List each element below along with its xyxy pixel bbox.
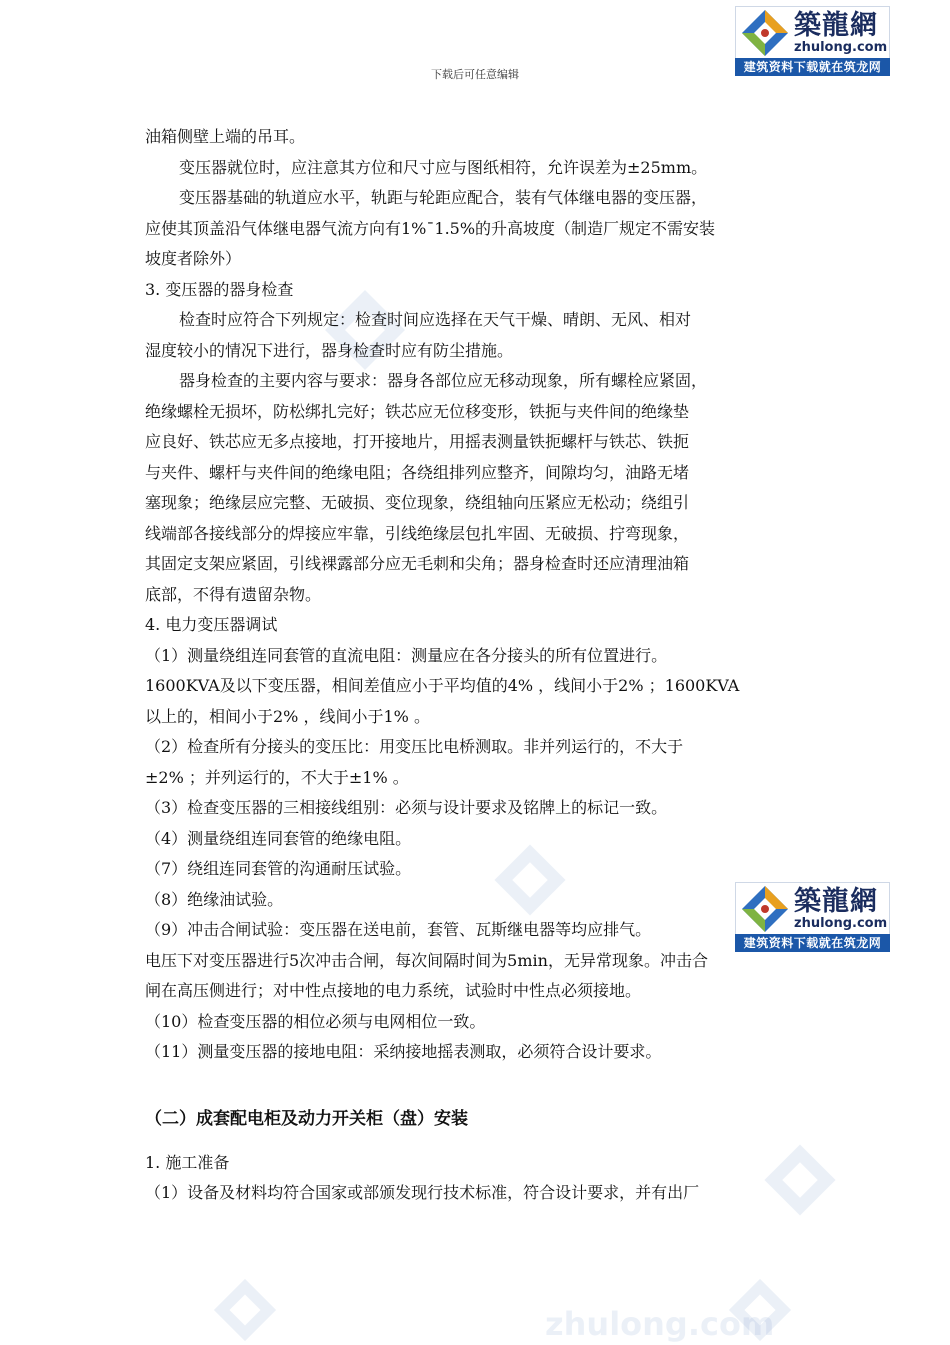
watermark-logo-icon [210,1275,280,1345]
body-line: ±2% ；并列运行的，不大于±1% 。 [145,767,409,787]
body-line: 油箱侧壁上端的吊耳。 [145,127,306,146]
body-line: 应良好、铁芯应无多点接地，打开接地片，用摇表测量铁扼螺杆与铁芯、铁扼 [145,432,690,451]
watermark-logo-icon [725,1275,795,1345]
body-line: 1600KVA及以下变压器，相间差值应小于平均值的4% ，线间小于2% ；1600KVA [145,676,740,695]
body-line: 坡度者除外） [145,249,242,268]
section-heading: （二）成套配电柜及动力开关柜（盘）安装 [145,1108,468,1129]
body-line: 与夹件、螺杆与夹件间的绝缘电阻；各绕组排列应整齐，间隙均匀，油路无堵 [145,462,690,482]
body-line: 检查时应符合下列规定：检查时间应选择在天气干燥、晴朗、无风、相对 [179,310,692,329]
subheading: 1. 施工准备 [145,1152,230,1172]
subheading: 3. 变压器的器身检查 [145,279,294,299]
list-item: （10）检查变压器的相位必须与电网相位一致。 [145,1011,486,1031]
logo-domain: zhulong.com [794,915,888,931]
list-item: （1）测量绕组连同套管的直流电阻：测量应在各分接头的所有位置进行。 [145,645,668,665]
body-line: 绝缘螺栓无损坏，防松绑扎完好；铁芯应无位移变形，铁扼与夹件间的绝缘垫 [145,401,690,421]
body-line: 器身检查的主要内容与要求：器身各部位应无移动现象，所有螺栓应紧固， [179,371,708,390]
body-line: 以上的，相间小于2% ，线间小于1% 。 [145,706,430,726]
list-item: （9）冲击合闸试验：变压器在送电前，套管、瓦斯继电器等均应排气。 [145,920,652,939]
list-item: （4）测量绕组连同套管的绝缘电阻。 [145,828,412,848]
logo-domain: zhulong.com [794,39,888,55]
logo-name-cn: 築龍網 [794,885,878,917]
logo-slogan: 建筑资料下载就在筑龙网 [735,58,890,76]
watermark-text: zhulong.com [545,1305,775,1343]
body-line: 塞现象；绝缘层应完整、无破损、变位现象，绕组轴向压紧应无松动；绕组引 [145,493,690,512]
body-line: 湿度较小的情况下进行，器身检查时应有防尘措施。 [145,340,514,360]
body-line: 变压器基础的轨道应水平，轨距与轮距应配合，装有气体继电器的变压器， [179,188,708,207]
list-item: （11）测量变压器的接地电阻：采纳接地摇表测取，必须符合设计要求。 [145,1042,662,1061]
body-line: 变压器就位时，应注意其方位和尺寸应与图纸相符，允许误差为±25mm。 [179,157,708,177]
zhulong-diamond-icon [740,8,790,58]
body-line: 应使其顶盖沿气体继电器气流方向有1%¯1.5%的升高坡度（制造厂规定不需安装 [145,218,716,238]
list-item: （1）设备及材料均符合国家或部颁发现行技术标准，符合设计要求，并有出厂 [145,1183,700,1202]
body-line: 底部，不得有遗留杂物。 [145,584,322,604]
body-line: 线端部各接线部分的焊接应牢靠，引线绝缘层包扎牢固、无破损、拧弯现象， [145,523,690,543]
logo-name-cn: 築龍網 [794,9,878,41]
download-note: 下载后可任意编辑 [431,68,519,81]
body-line: 电压下对变压器进行5次冲击合闸，每次间隔时间为5min，无异常现象。冲击合 [145,950,708,970]
body-line: 闸在高压侧进行；对中性点接地的电力系统，试验时中性点必须接地。 [145,981,642,1000]
document-body [145,122,810,1209]
list-item: （8）绝缘油试验。 [145,889,284,909]
list-item: （7）绕组连同套管的沟通耐压试验。 [145,859,412,878]
list-item: （2）检查所有分接头的变压比：用变压比电桥测取。非并列运行的，不大于 [145,737,684,756]
list-item: （3）检查变压器的三相接线组别：必须与设计要求及铭牌上的标记一致。 [145,798,668,817]
body-line: 其固定支架应紧固，引线裸露部分应无毛刺和尖角；器身检查时还应清理油箱 [145,554,690,573]
logo-slogan: 建筑资料下载就在筑龙网 [735,934,890,952]
subheading: 4. 电力变压器调试 [145,615,278,634]
